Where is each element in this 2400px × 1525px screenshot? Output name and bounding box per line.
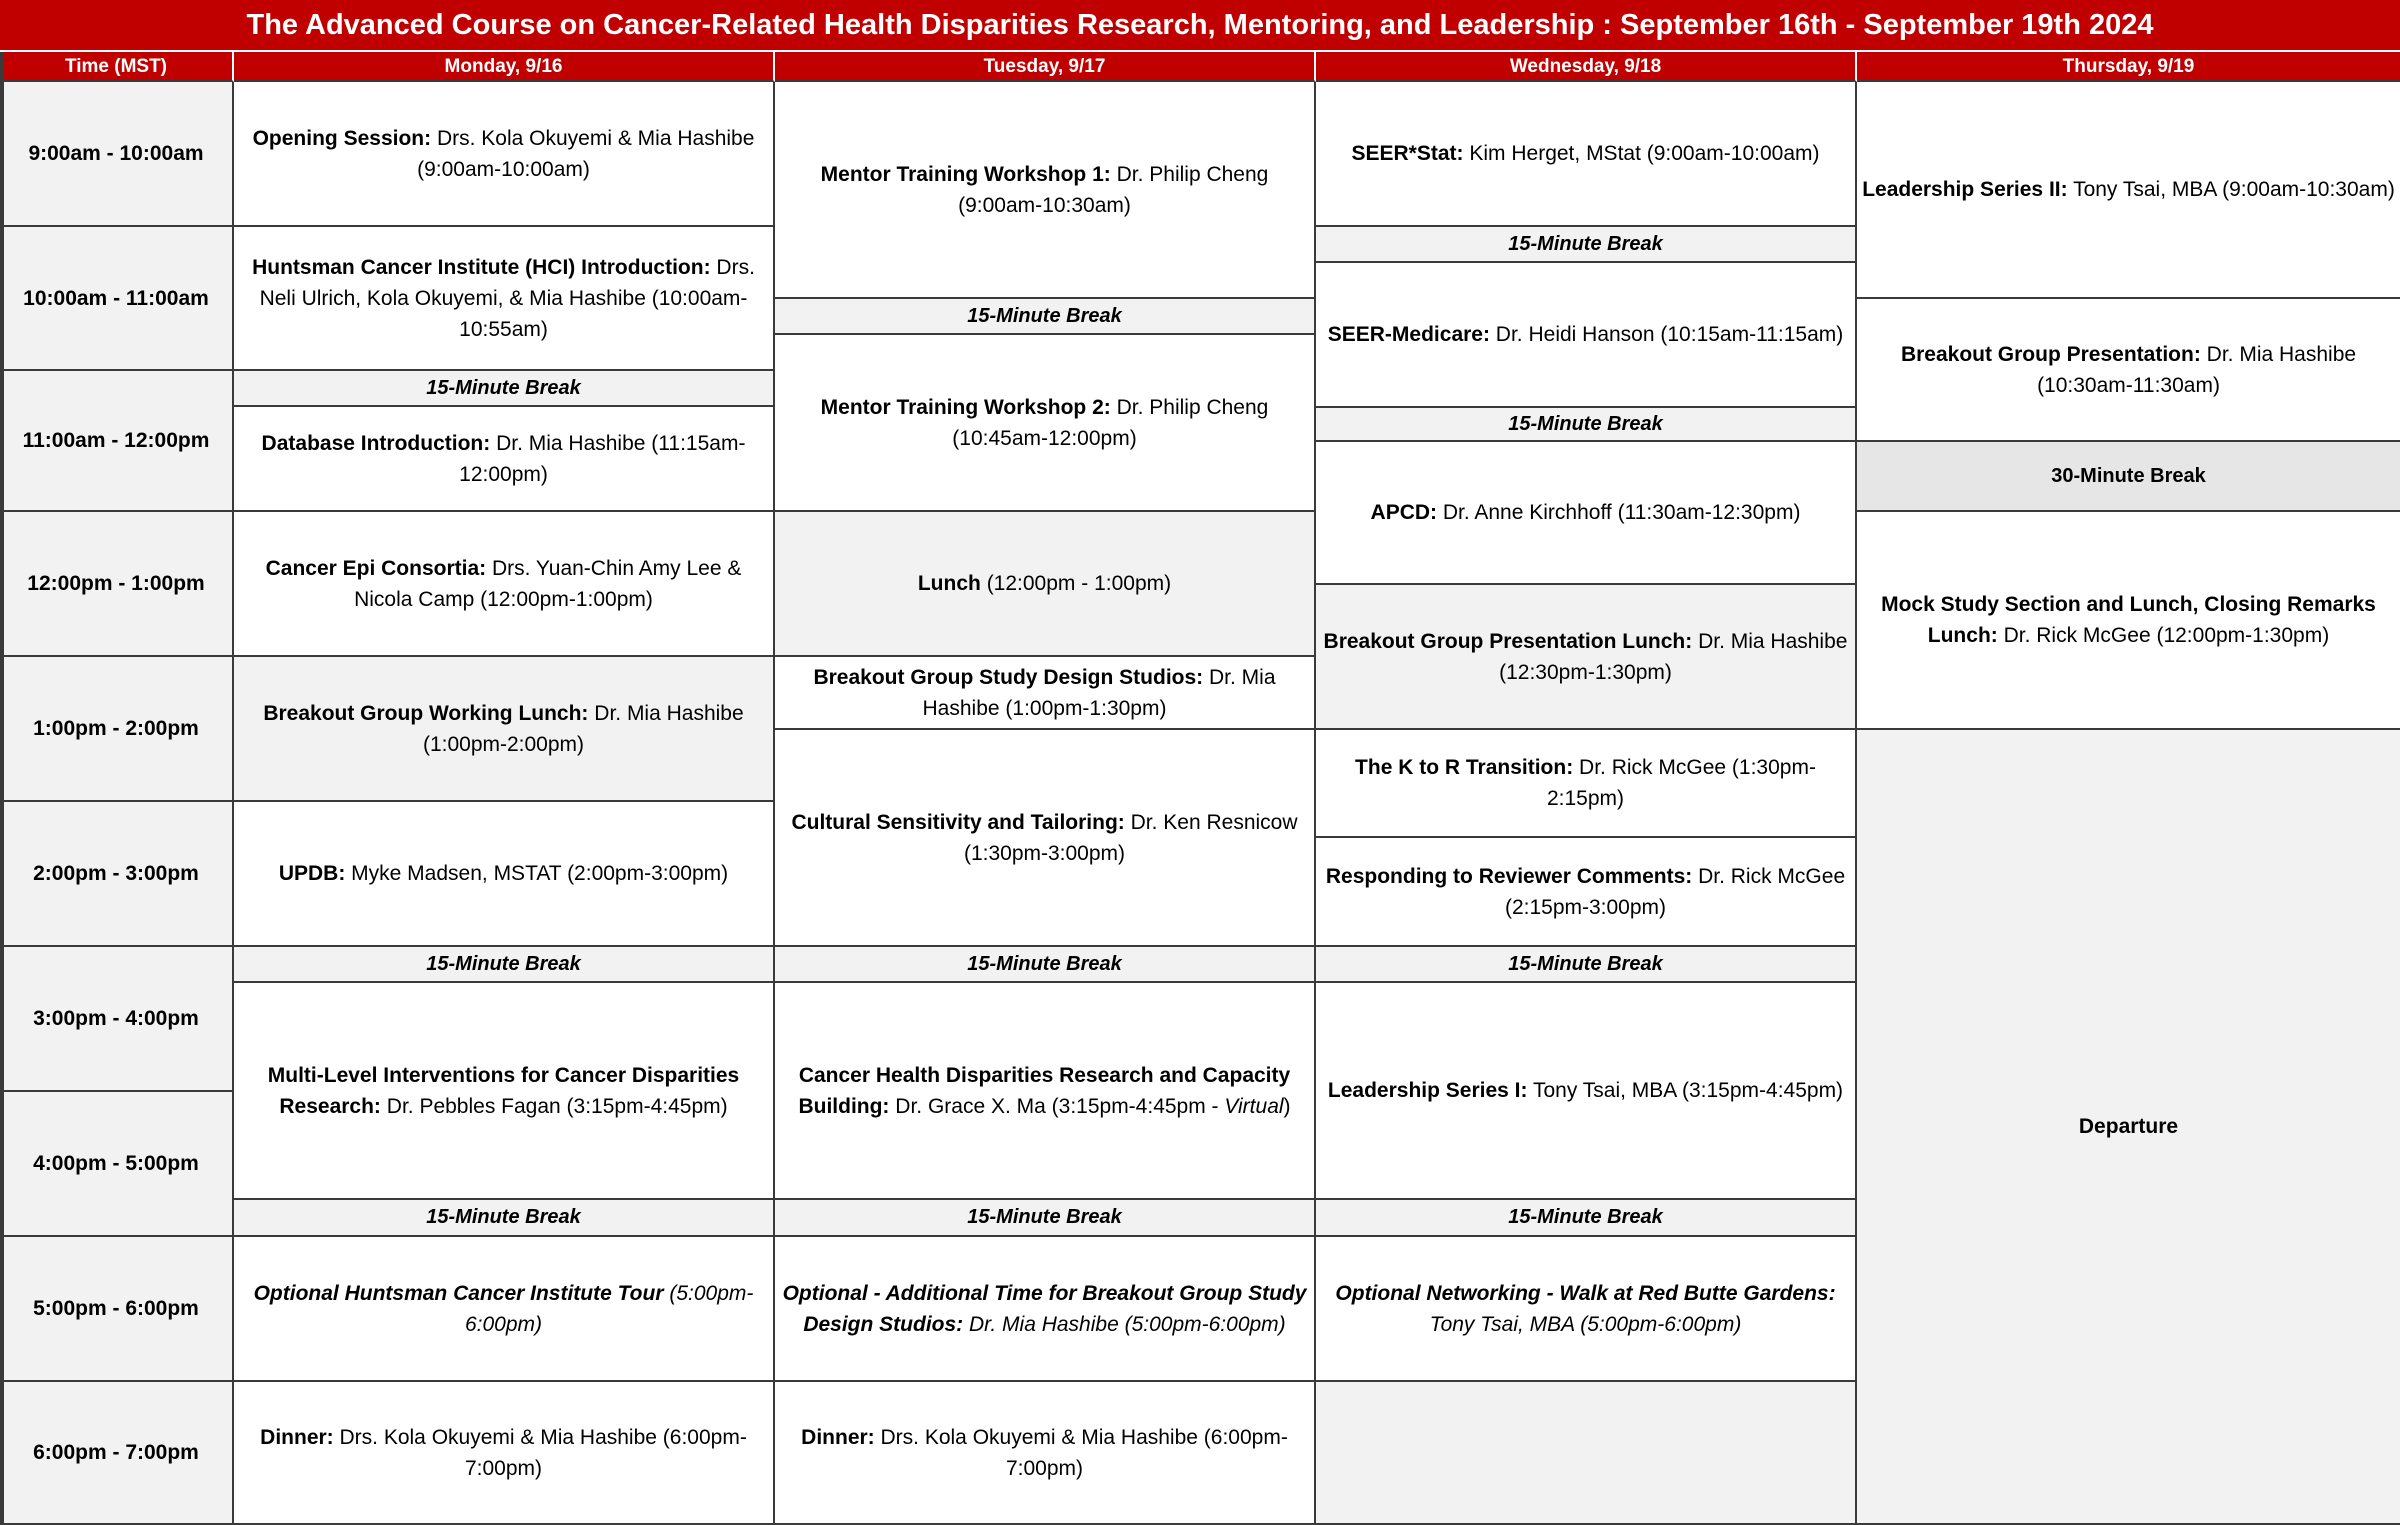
event-title: Breakout Group Working Lunch: bbox=[263, 701, 589, 725]
event-detail: Kim Herget, MStat (9:00am-10:00am) bbox=[1463, 142, 1820, 165]
schedule-title: The Advanced Course on Cancer-Related Health Disparities Research, Mentoring, and Leadership : September 16th - September 19th 2024 bbox=[0, 0, 2400, 52]
event-title: Breakout Group Presentation: bbox=[1900, 342, 2201, 366]
event-detail: Dr. Mia Hashibe (1:00pm-2:00pm) bbox=[422, 701, 744, 756]
event-detail: Tony Tsai, MBA (3:15pm-4:45pm) bbox=[1527, 1079, 1844, 1102]
event-title: Opening Session: bbox=[252, 126, 432, 150]
wednesday-break[interactable]: 15-Minute Break bbox=[1316, 1200, 1857, 1237]
event-title: SEER-Medicare: bbox=[1327, 323, 1490, 346]
event-detail: (5:00pm-6:00pm) bbox=[464, 1281, 754, 1336]
thursday-leadership-series-2[interactable] bbox=[1857, 82, 2400, 299]
event-title: Dinner: bbox=[801, 1425, 875, 1449]
event-title: Leadership Series II: bbox=[1862, 178, 2068, 201]
event-title: Huntsman Cancer Institute (HCI) Introduction: bbox=[252, 255, 711, 279]
wednesday-break[interactable]: 15-Minute Break bbox=[1316, 947, 1857, 983]
event-detail: Myke Madsen, MSTAT (2:00pm-3:00pm) bbox=[345, 862, 729, 885]
header-monday[interactable]: Monday, 9/16 bbox=[234, 52, 775, 82]
event-title: Optional - Additional Time for Breakout Group Study Design Studios: bbox=[782, 1281, 1307, 1336]
tuesday-study-design-studios[interactable] bbox=[775, 657, 1316, 730]
event-title: Database Introduction: bbox=[261, 431, 491, 455]
thursday-mock-study-section[interactable] bbox=[1857, 512, 2400, 730]
event-detail: Tony Tsai, MBA (5:00pm-6:00pm) bbox=[1429, 1312, 1742, 1336]
event-title: Dinner: bbox=[260, 1425, 334, 1449]
event-detail: Dr. Mia Hashibe (1:00pm-1:30pm) bbox=[922, 665, 1276, 720]
event-detail: Dr. Anne Kirchhoff (11:30am-12:30pm) bbox=[1437, 501, 1801, 524]
tuesday-break[interactable]: 15-Minute Break bbox=[775, 1200, 1316, 1237]
monday-break[interactable]: 15-Minute Break bbox=[234, 371, 775, 407]
monday-cancer-epi-consortia[interactable] bbox=[234, 512, 775, 657]
thursday-departure[interactable] bbox=[1857, 730, 2400, 1525]
event-detail: Dr. Mia Hashibe (12:30pm-1:30pm) bbox=[1499, 629, 1848, 684]
time-slot[interactable]: 10:00am - 11:00am bbox=[0, 227, 234, 371]
event-detail: Drs. Neli Ulrich, Kola Okuyemi, & Mia Hashibe (10:00am-10:55am) bbox=[259, 255, 755, 341]
event-detail: Drs. Kola Okuyemi & Mia Hashibe (6:00pm-7:00pm) bbox=[333, 1425, 747, 1480]
wednesday-optional-networking[interactable] bbox=[1316, 1237, 1857, 1382]
event-title: Optional Huntsman Cancer Institute Tour bbox=[253, 1281, 664, 1305]
time-slot[interactable]: 6:00pm - 7:00pm bbox=[0, 1382, 234, 1525]
monday-dinner[interactable] bbox=[234, 1382, 775, 1525]
header-thursday[interactable]: Thursday, 9/19 bbox=[1857, 52, 2400, 82]
event-detail: Dr. Grace X. Ma (3:15pm-4:45pm - bbox=[889, 1094, 1225, 1118]
time-slot[interactable]: 9:00am - 10:00am bbox=[0, 82, 234, 227]
event-detail: Dr. Mia Hashibe (10:30am-11:30am) bbox=[2037, 342, 2357, 397]
monday-break[interactable]: 15-Minute Break bbox=[234, 947, 775, 983]
wednesday-break[interactable]: 15-Minute Break bbox=[1316, 227, 1857, 263]
departure-label: Departure bbox=[2078, 1115, 2179, 1138]
monday-working-lunch[interactable] bbox=[234, 657, 775, 802]
event-detail: Dr. Philip Cheng (10:45am-12:00pm) bbox=[952, 395, 1269, 450]
monday-opening-session[interactable] bbox=[234, 82, 775, 227]
tuesday-lunch[interactable] bbox=[775, 512, 1316, 657]
time-slot[interactable]: 4:00pm - 5:00pm bbox=[0, 1092, 234, 1237]
tuesday-break[interactable]: 15-Minute Break bbox=[775, 947, 1316, 983]
event-title: Breakout Group Presentation Lunch: bbox=[1323, 629, 1693, 653]
event-title: Multi-Level Interventions for Cancer Disparities Research: bbox=[267, 1063, 740, 1118]
event-detail: Dr. Rick McGee (1:30pm-2:15pm) bbox=[1546, 756, 1816, 810]
tuesday-mentor-workshop-2[interactable] bbox=[775, 335, 1316, 512]
event-title: SEER*Stat: bbox=[1351, 142, 1464, 165]
wednesday-seer-medicare[interactable] bbox=[1316, 263, 1857, 408]
event-title: Responding to Reviewer Comments: bbox=[1325, 864, 1693, 888]
time-slot[interactable]: 12:00pm - 1:00pm bbox=[0, 512, 234, 657]
thursday-breakout-presentation[interactable] bbox=[1857, 299, 2400, 442]
tuesday-capacity-building[interactable] bbox=[775, 983, 1316, 1200]
tuesday-cultural-sensitivity[interactable] bbox=[775, 730, 1316, 947]
monday-multilevel-interventions[interactable] bbox=[234, 983, 775, 1200]
wednesday-k-to-r-transition[interactable] bbox=[1316, 730, 1857, 838]
monday-break[interactable]: 15-Minute Break bbox=[234, 1200, 775, 1237]
time-slot[interactable]: 5:00pm - 6:00pm bbox=[0, 1237, 234, 1382]
event-detail: Tony Tsai, MBA (9:00am-10:30am) bbox=[2067, 178, 2395, 201]
event-title: APCD: bbox=[1370, 501, 1438, 524]
header-tuesday[interactable]: Tuesday, 9/17 bbox=[775, 52, 1316, 82]
event-title: Cultural Sensitivity and Tailoring: bbox=[791, 810, 1125, 834]
monday-hci-tour[interactable] bbox=[234, 1237, 775, 1382]
event-detail: Drs. Kola Okuyemi & Mia Hashibe (6:00pm-7:00pm) bbox=[874, 1425, 1288, 1480]
virtual-label: Virtual bbox=[1224, 1094, 1284, 1118]
wednesday-reviewer-comments[interactable] bbox=[1316, 838, 1857, 947]
event-title: Breakout Group Study Design Studios: bbox=[813, 665, 1204, 689]
event-title: UPDB: bbox=[278, 862, 346, 885]
event-detail: Dr. Ken Resnicow (1:30pm-3:00pm) bbox=[963, 810, 1298, 865]
event-detail: Dr. Mia Hashibe (11:15am-12:00pm) bbox=[459, 431, 746, 486]
event-title: Cancer Epi Consortia: bbox=[265, 556, 487, 580]
time-slot[interactable]: 3:00pm - 4:00pm bbox=[0, 947, 234, 1092]
monday-database-introduction[interactable] bbox=[234, 407, 775, 512]
header-time[interactable]: Time (MST) bbox=[0, 52, 234, 82]
wednesday-empty-slot[interactable] bbox=[1316, 1382, 1857, 1525]
event-detail: Dr. Philip Cheng (9:00am-10:30am) bbox=[958, 162, 1269, 217]
event-title: Mock Study Section and Lunch, Closing Remarks Lunch: bbox=[1881, 593, 2376, 647]
event-detail-close: ) bbox=[1283, 1094, 1291, 1118]
wednesday-seer-stat[interactable] bbox=[1316, 82, 1857, 227]
event-detail: Dr. Rick McGee (2:15pm-3:00pm) bbox=[1504, 864, 1846, 919]
sheet-left-border bbox=[0, 52, 4, 1525]
event-detail: Dr. Heidi Hanson (10:15am-11:15am) bbox=[1489, 323, 1844, 346]
tuesday-optional-studios[interactable] bbox=[775, 1237, 1316, 1382]
wednesday-leadership-series-1[interactable] bbox=[1316, 983, 1857, 1200]
tuesday-break[interactable]: 15-Minute Break bbox=[775, 299, 1316, 335]
event-detail: Dr. Pebbles Fagan (3:15pm-4:45pm) bbox=[380, 1094, 728, 1118]
event-title: Cancer Health Disparities Research and Capacity Building: bbox=[798, 1063, 1291, 1118]
event-title: Lunch bbox=[917, 572, 981, 595]
event-title: Mentor Training Workshop 1: bbox=[820, 162, 1111, 186]
event-title: Mentor Training Workshop 2: bbox=[820, 395, 1111, 419]
event-title: Leadership Series I: bbox=[1327, 1079, 1528, 1102]
wednesday-break[interactable]: 15-Minute Break bbox=[1316, 408, 1857, 442]
event-detail: Drs. Yuan-Chin Amy Lee & Nicola Camp (12:00pm-1:00pm) bbox=[354, 556, 742, 611]
time-slot[interactable]: 11:00am - 12:00pm bbox=[0, 371, 234, 512]
header-wednesday[interactable]: Wednesday, 9/18 bbox=[1316, 52, 1857, 82]
monday-hci-introduction[interactable] bbox=[234, 227, 775, 371]
tuesday-mentor-workshop-1[interactable] bbox=[775, 82, 1316, 299]
wednesday-presentation-lunch[interactable] bbox=[1316, 585, 1857, 730]
event-detail: Dr. Rick McGee (12:00pm-1:30pm) bbox=[1997, 624, 2330, 647]
event-detail: Drs. Kola Okuyemi & Mia Hashibe (9:00am-10:00am) bbox=[417, 126, 755, 181]
time-slot[interactable]: 1:00pm - 2:00pm bbox=[0, 657, 234, 802]
event-detail: Dr. Mia Hashibe (5:00pm-6:00pm) bbox=[963, 1312, 1286, 1336]
time-slot[interactable]: 2:00pm - 3:00pm bbox=[0, 802, 234, 947]
monday-updb[interactable] bbox=[234, 802, 775, 947]
thursday-30-minute-break[interactable]: 30-Minute Break bbox=[1857, 442, 2400, 512]
wednesday-apcd[interactable] bbox=[1316, 442, 1857, 585]
event-title: Optional Networking - Walk at Red Butte Gardens: bbox=[1335, 1281, 1836, 1305]
event-detail: (12:00pm - 1:00pm) bbox=[980, 572, 1172, 595]
event-title: The K to R Transition: bbox=[1355, 756, 1574, 779]
tuesday-dinner[interactable] bbox=[775, 1382, 1316, 1525]
